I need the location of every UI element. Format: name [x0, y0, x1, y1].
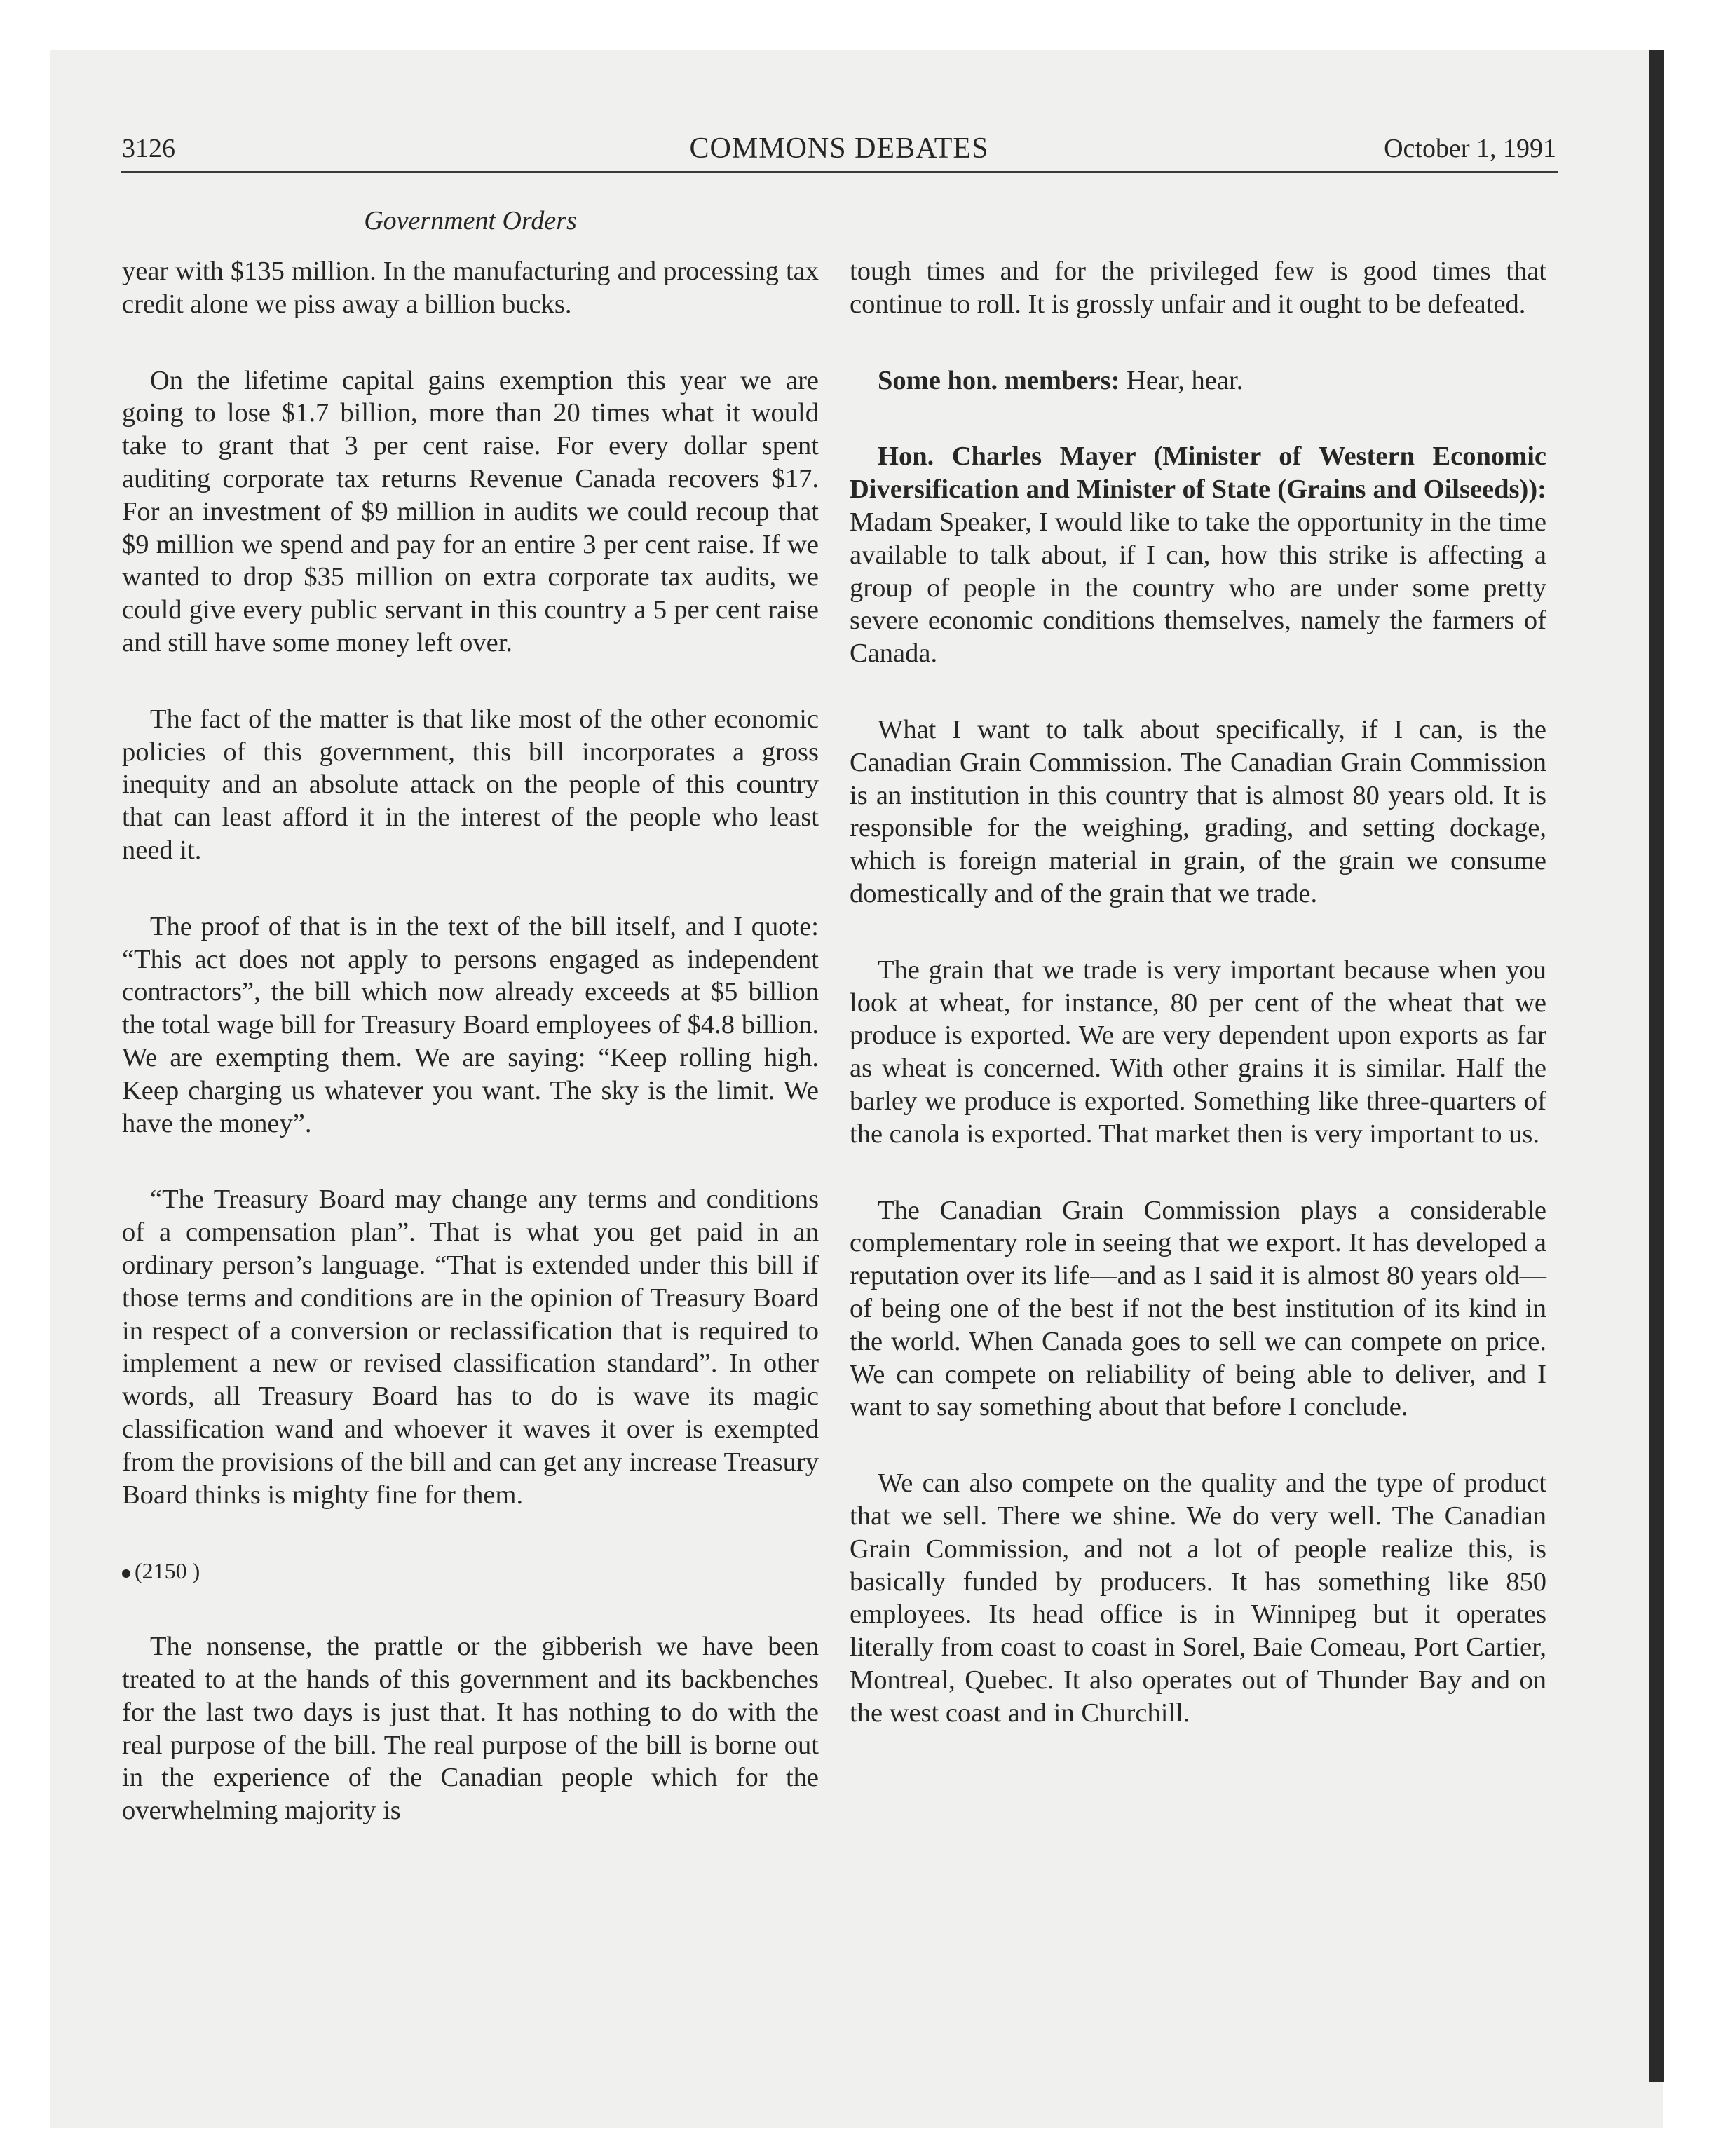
speaker-name: Hon. Charles Mayer (Minister of Western Economic Diversification and Minister of State (Grains and Oilseeds)): [850, 442, 1546, 505]
interjection-text: Hear, hear. [1120, 365, 1244, 395]
paragraph: The fact of the matter is that like most of the other economic policies of this government, this bill incorporates a gross inequity and an absolute attack on the people of this country that can least afford it in the interest of the people who least need it. [122, 704, 819, 865]
running-header [122, 129, 1556, 168]
speech-text: Madam Speaker, I would like to take the opportunity in the time available to talk about, if I can, how this strike is affecting a group of people in the country who are under some pretty severe economic conditions themselves, namely the farmers of Canada. [850, 507, 1546, 669]
paragraph: On the lifetime capital gains exemption this year we are going to lose $1.7 billion, more than 20 times what it would take to grant that 3 per cent raise. For every dollar spent auditing corporate tax returns Revenue Canada recovers $17. For an investment of $9 million in audits we could recoup that $9 million we spend and pay for an entire 3 per cent raise. If we wanted to drop $35 million on extra corporate tax audits, we could give every public servant in this country a 5 per cent raise and still have some money left over. [122, 365, 819, 657]
paragraph: We can also compete on the quality and the type of product that we sell. There we shine. We do very well. The Canadian Grain Commission, and not a lot of people realize this, is basically funded by producers. It has something like 850 employees. Its head office is in Winnipeg but it operates literally from coast to coast in Sorel, Baie Comeau, Port Cartier, Montreal, Quebec. It also operates out of Thunder Bay and on the west coast and in Churchill. [850, 1468, 1546, 1728]
publication-title: COMMONS DEBATES [689, 132, 989, 165]
paragraph: year with $135 million. In the manufacturing and processing tax credit alone we piss away a billion bucks. [122, 257, 819, 319]
time-marker [122, 1555, 819, 1587]
interjection-speaker: Some hon. members: [878, 365, 1120, 395]
paragraph: The Canadian Grain Commission plays a considerable complementary role in seeing that we export. It has developed a reputation over its life—and as I said it is almost 80 years old—of being one of the best if not the best institution of its kind in the world. When Canada goes to sell we can compete on price. We can compete on reliability of being able to deliver, and I want to say something about that before I conclude. [850, 1195, 1546, 1422]
speech-opening [850, 440, 1546, 670]
left-column [122, 255, 819, 1871]
header-rule [121, 171, 1558, 173]
paragraph: The proof of that is in the text of the bill itself, and I quote: “This act does not apply to persons engaged as independent contractors”, the bill which now already exceeds at $5 billion the total wage bill for Treasury Board employees of $4.8 billion. We are exempting them. We are saying: “Keep rolling high. Keep charging us whatever you want. The sky is the limit. We have the money”. [122, 911, 819, 1138]
bullet-icon [122, 1569, 130, 1578]
paragraph: The nonsense, the prattle or the gibberish we have been treated to at the hands of this government and its backbenches for the last two days is just that. It has nothing to do with the real purpose of the bill. The real purpose of the bill is borne out in the experience of the Canadian people which for the overwhelming majority is [122, 1632, 819, 1826]
time-marker-text: (2150 ) [135, 1558, 200, 1584]
paragraph: What I want to talk about specifically, if I can, is the Canadian Grain Commission. The Canadian Grain Commission is an institution in this country that is almost 80 years old. It is responsible for the weighing, grading, and setting dockage, which is foreign material in grain, of the grain we consume domestically and of the grain that we trade. [850, 714, 1546, 908]
paragraph: The grain that we trade is very important because when you look at wheat, for instance, 80 per cent of the wheat that we produce is exported. We are very dependent upon exports as far as wheat is concerned. With other grains it is similar. Half the barley we produce is exported. Something like three-quarters of the canola is exported. That market then is very important to us. [850, 955, 1546, 1149]
scan-edge-bar [1649, 50, 1664, 2082]
paragraph: “The Treasury Board may change any terms and conditions of a compensation plan”. That is what you get paid in an ordinary person’s language. “That is extended under this bill if those terms and conditions are in the opinion of Treasury Board in respect of a conversion or reclassification that is required to implement a new or revised classification standard”. In other words, all Treasury Board has to do is wave its magic classification wand and whoever it waves it over is exempted from the provisions of the bill and can get any increase Treasury Board thinks is mighty fine for them. [122, 1185, 819, 1510]
section-heading: Government Orders [364, 206, 577, 236]
right-column [850, 255, 1546, 1773]
interjection [850, 364, 1546, 397]
paragraph: tough times and for the privileged few is good times that continue to roll. It is grossly unfair and it ought to be defeated. [850, 257, 1546, 319]
page-number: 3126 [122, 134, 175, 163]
header-date: October 1, 1991 [1384, 134, 1556, 163]
